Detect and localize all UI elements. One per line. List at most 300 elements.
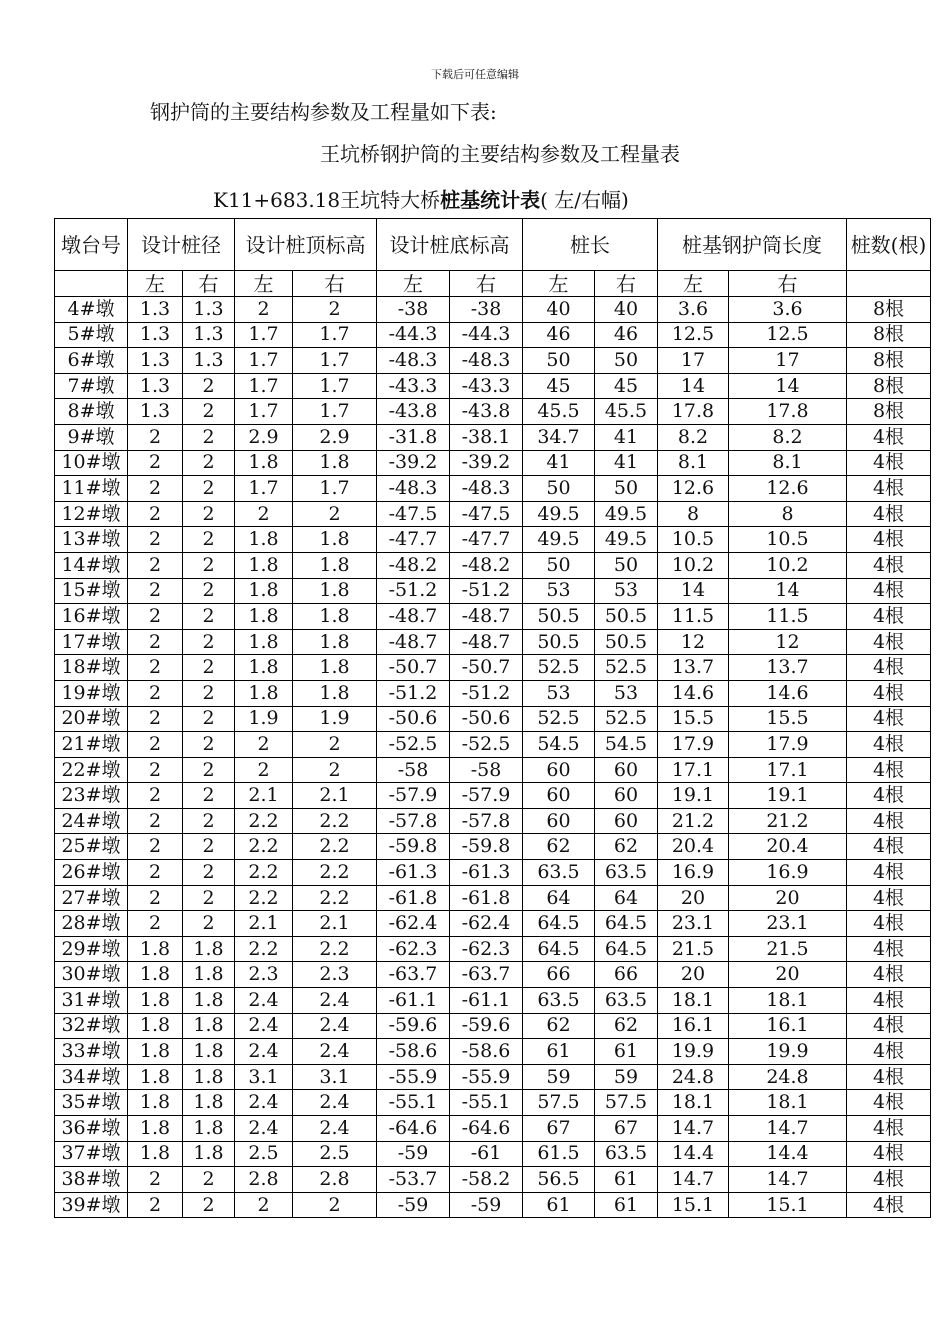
table-cell: 67 xyxy=(523,1116,595,1142)
pier-cell: 14#墩 xyxy=(55,552,128,578)
table-cell: 49.5 xyxy=(595,527,658,553)
table-cell: 2.4 xyxy=(293,1090,377,1116)
table-cell: 12.6 xyxy=(729,476,847,502)
table-cell: 1.3 xyxy=(128,373,183,399)
table-cell: 2 xyxy=(183,373,235,399)
table-cell: -51.2 xyxy=(377,680,450,706)
table-cell: 2.5 xyxy=(235,1141,293,1167)
table-cell: 1.3 xyxy=(128,399,183,425)
table-cell: -58 xyxy=(450,757,523,783)
pier-cell: 9#墩 xyxy=(55,424,128,450)
table-cell: -57.8 xyxy=(450,808,523,834)
table-cell: -50.7 xyxy=(450,655,523,681)
table-row xyxy=(55,1141,931,1167)
table-row xyxy=(55,885,931,911)
table-cell: 2.2 xyxy=(293,860,377,886)
pier-cell: 4#墩 xyxy=(55,297,128,323)
table-cell: 4根 xyxy=(847,501,931,527)
table-cell: 2 xyxy=(183,860,235,886)
table-cell: 15.5 xyxy=(658,706,729,732)
pier-cell: 24#墩 xyxy=(55,808,128,834)
table-cell: 4根 xyxy=(847,962,931,988)
table-cell: -50.6 xyxy=(450,706,523,732)
table-cell: 1.8 xyxy=(128,1090,183,1116)
header-diameter: 设计桩径 xyxy=(128,219,235,271)
table-cell: 53 xyxy=(595,578,658,604)
table-cell: -63.7 xyxy=(377,962,450,988)
pier-cell: 15#墩 xyxy=(55,578,128,604)
intro-text: 钢护筒的主要结构参数及工程量如下表: xyxy=(150,100,497,124)
pier-cell: 6#墩 xyxy=(55,348,128,374)
table-cell: 62 xyxy=(523,834,595,860)
table-cell: 2.4 xyxy=(293,1013,377,1039)
table-cell: 2 xyxy=(183,450,235,476)
table-cell: 2 xyxy=(128,450,183,476)
table-cell: -59 xyxy=(450,1192,523,1218)
table-row xyxy=(55,860,931,886)
table-cell: 4根 xyxy=(847,604,931,630)
table-cell: 24.8 xyxy=(729,1064,847,1090)
table-cell: 1.8 xyxy=(128,1039,183,1065)
pier-cell: 12#墩 xyxy=(55,501,128,527)
table-row xyxy=(55,962,931,988)
table-cell: 61 xyxy=(595,1192,658,1218)
table-cell: -59.6 xyxy=(377,1013,450,1039)
table-cell: 16.9 xyxy=(658,860,729,886)
table-cell: 1.8 xyxy=(183,1090,235,1116)
table-cell: 2.3 xyxy=(235,962,293,988)
table-cell: 52.5 xyxy=(523,706,595,732)
table-cell: 17.1 xyxy=(729,757,847,783)
table-cell: -58.6 xyxy=(450,1039,523,1065)
table-cell: 45 xyxy=(523,373,595,399)
table-title xyxy=(213,184,629,213)
table-cell: 1.9 xyxy=(235,706,293,732)
table-cell: 45.5 xyxy=(595,399,658,425)
table-title-bold: 桩基统计表 xyxy=(440,188,541,212)
table-cell: 2 xyxy=(293,757,377,783)
pier-cell: 29#墩 xyxy=(55,936,128,962)
table-cell: 2 xyxy=(183,911,235,937)
table-cell: -61.8 xyxy=(450,885,523,911)
table-cell: -50.7 xyxy=(377,655,450,681)
subheader-left: 左 xyxy=(235,271,293,297)
table-row xyxy=(55,629,931,655)
pier-cell: 8#墩 xyxy=(55,399,128,425)
table-cell: -47.7 xyxy=(450,527,523,553)
table-cell: 2 xyxy=(235,757,293,783)
table-cell: 1.8 xyxy=(235,578,293,604)
subheader-empty xyxy=(55,271,128,297)
table-cell: 54.5 xyxy=(595,732,658,758)
table-title-prefix: K11+683.18王坑特大桥 xyxy=(213,188,441,212)
table-cell: 4根 xyxy=(847,552,931,578)
table-cell: 2 xyxy=(128,911,183,937)
table-cell: 1.8 xyxy=(183,1116,235,1142)
table-cell: -59.6 xyxy=(450,1013,523,1039)
table-cell: -57.8 xyxy=(377,808,450,834)
table-cell: 4根 xyxy=(847,629,931,655)
table-cell: -38.1 xyxy=(450,424,523,450)
table-cell: 2.1 xyxy=(293,911,377,937)
table-cell: 3.6 xyxy=(729,297,847,323)
table-cell: 1.8 xyxy=(293,527,377,553)
table-cell: 8 xyxy=(729,501,847,527)
table-cell: -62.4 xyxy=(450,911,523,937)
table-cell: 2.4 xyxy=(235,1090,293,1116)
table-cell: -63.7 xyxy=(450,962,523,988)
table-cell: -38 xyxy=(450,297,523,323)
pier-cell: 23#墩 xyxy=(55,783,128,809)
table-cell: 1.8 xyxy=(128,936,183,962)
table-cell: 8根 xyxy=(847,348,931,374)
table-cell: 2 xyxy=(183,655,235,681)
table-cell: -53.7 xyxy=(377,1167,450,1193)
table-cell: 64.5 xyxy=(595,911,658,937)
table-cell: 2 xyxy=(183,424,235,450)
table-cell: -64.6 xyxy=(450,1116,523,1142)
table-cell: 4根 xyxy=(847,1039,931,1065)
subheader-right: 右 xyxy=(595,271,658,297)
table-cell: 10.5 xyxy=(658,527,729,553)
table-cell: 2.2 xyxy=(293,885,377,911)
table-cell: 63.5 xyxy=(595,1141,658,1167)
table-row xyxy=(55,450,931,476)
table-cell: 4根 xyxy=(847,450,931,476)
header-bottom-elevation: 设计桩底标高 xyxy=(377,219,523,271)
table-cell: 20.4 xyxy=(658,834,729,860)
table-cell: -55.1 xyxy=(377,1090,450,1116)
table-cell: 14.6 xyxy=(658,680,729,706)
header-pier: 墩台号 xyxy=(55,219,128,271)
table-row xyxy=(55,424,931,450)
table-row xyxy=(55,297,931,323)
table-cell: 10.5 xyxy=(729,527,847,553)
table-cell: -62.3 xyxy=(450,936,523,962)
table-cell: 62 xyxy=(595,1013,658,1039)
table-cell: 59 xyxy=(595,1064,658,1090)
table-cell: -38 xyxy=(377,297,450,323)
table-cell: 4根 xyxy=(847,808,931,834)
table-cell: 8.1 xyxy=(658,450,729,476)
table-cell: 50.5 xyxy=(595,629,658,655)
table-cell: 2 xyxy=(128,860,183,886)
table-cell: 1.7 xyxy=(293,476,377,502)
table-cell: 61 xyxy=(595,1039,658,1065)
table-cell: -62.4 xyxy=(377,911,450,937)
subheader-left: 左 xyxy=(128,271,183,297)
table-cell: -58.2 xyxy=(450,1167,523,1193)
table-cell: 3.1 xyxy=(235,1064,293,1090)
table-cell: 2 xyxy=(128,629,183,655)
table-cell: 1.3 xyxy=(128,322,183,348)
table-cell: 1.8 xyxy=(183,1039,235,1065)
table-cell: 64.5 xyxy=(595,936,658,962)
table-cell: 60 xyxy=(595,783,658,809)
table-cell: -48.3 xyxy=(450,348,523,374)
table-cell: 14 xyxy=(658,373,729,399)
table-cell: -58 xyxy=(377,757,450,783)
table-cell: 1.7 xyxy=(293,322,377,348)
table-cell: 24.8 xyxy=(658,1064,729,1090)
table-cell: 4根 xyxy=(847,834,931,860)
table-cell: -61.8 xyxy=(377,885,450,911)
table-cell: 2.4 xyxy=(235,988,293,1014)
table-cell: 1.8 xyxy=(235,604,293,630)
table-cell: 15.1 xyxy=(729,1192,847,1218)
table-cell: -48.2 xyxy=(377,552,450,578)
table-cell: -48.7 xyxy=(377,629,450,655)
pier-cell: 13#墩 xyxy=(55,527,128,553)
table-cell: 53 xyxy=(595,680,658,706)
table-row xyxy=(55,578,931,604)
table-cell: 52.5 xyxy=(595,655,658,681)
table-row xyxy=(55,988,931,1014)
table-cell: 1.3 xyxy=(128,348,183,374)
table-cell: 21.5 xyxy=(729,936,847,962)
table-cell: 2 xyxy=(183,757,235,783)
table-row xyxy=(55,680,931,706)
pier-cell: 18#墩 xyxy=(55,655,128,681)
table-cell: 23.1 xyxy=(729,911,847,937)
table-cell: 2 xyxy=(235,732,293,758)
table-cell: 2.2 xyxy=(235,834,293,860)
table-cell: 13.7 xyxy=(658,655,729,681)
table-cell: 2.1 xyxy=(235,783,293,809)
table-cell: 8.2 xyxy=(658,424,729,450)
header-casing-length: 桩基钢护筒长度 xyxy=(658,219,847,271)
table-cell: 2 xyxy=(128,424,183,450)
table-cell: 63.5 xyxy=(523,860,595,886)
table-row xyxy=(55,1064,931,1090)
table-cell: 12 xyxy=(658,629,729,655)
table-cell: 19.1 xyxy=(658,783,729,809)
table-row xyxy=(55,757,931,783)
table-row xyxy=(55,655,931,681)
table-row xyxy=(55,936,931,962)
table-cell: 1.8 xyxy=(183,962,235,988)
table-cell: 2 xyxy=(183,885,235,911)
download-note: 下载后可任意编辑 xyxy=(431,68,519,81)
table-cell: 19.9 xyxy=(658,1039,729,1065)
table-cell: -59 xyxy=(377,1141,450,1167)
table-cell: 34.7 xyxy=(523,424,595,450)
table-cell: 8 xyxy=(658,501,729,527)
table-cell: 8根 xyxy=(847,373,931,399)
table-title-suffix: ( 左/右幅) xyxy=(540,188,629,212)
table-cell: 2 xyxy=(183,834,235,860)
table-cell: 1.8 xyxy=(183,1141,235,1167)
table-cell: 4根 xyxy=(847,1013,931,1039)
table-cell: 1.8 xyxy=(293,450,377,476)
table-cell: 15.5 xyxy=(729,706,847,732)
pier-cell: 25#墩 xyxy=(55,834,128,860)
table-cell: 60 xyxy=(595,808,658,834)
table-cell: 61 xyxy=(523,1192,595,1218)
pier-cell: 32#墩 xyxy=(55,1013,128,1039)
table-cell: -48.7 xyxy=(450,604,523,630)
table-cell: 1.8 xyxy=(293,655,377,681)
pier-cell: 11#墩 xyxy=(55,476,128,502)
table-cell: 1.7 xyxy=(293,348,377,374)
table-cell: 52.5 xyxy=(595,706,658,732)
table-cell: 14.7 xyxy=(658,1116,729,1142)
table-cell: 2.3 xyxy=(293,962,377,988)
table-cell: 46 xyxy=(595,322,658,348)
table-cell: 61 xyxy=(523,1039,595,1065)
table-cell: 46 xyxy=(523,322,595,348)
table-cell: -61.3 xyxy=(377,860,450,886)
table-cell: 2 xyxy=(183,476,235,502)
table-cell: 56.5 xyxy=(523,1167,595,1193)
table-cell: 2 xyxy=(128,578,183,604)
table-cell: 60 xyxy=(523,783,595,809)
table-cell: 1.8 xyxy=(293,680,377,706)
pier-cell: 33#墩 xyxy=(55,1039,128,1065)
table-cell: 17.9 xyxy=(729,732,847,758)
table-cell: -52.5 xyxy=(450,732,523,758)
table-cell: 19.1 xyxy=(729,783,847,809)
table-cell: -48.7 xyxy=(450,629,523,655)
table-cell: 4根 xyxy=(847,680,931,706)
table-cell: 2.4 xyxy=(235,1039,293,1065)
table-cell: 50 xyxy=(595,552,658,578)
table-row xyxy=(55,348,931,374)
table-cell: 14 xyxy=(658,578,729,604)
table-cell: 4根 xyxy=(847,424,931,450)
table-cell: 17.8 xyxy=(658,399,729,425)
table-row xyxy=(55,1039,931,1065)
table-cell: 12.6 xyxy=(658,476,729,502)
table-cell: -61.1 xyxy=(450,988,523,1014)
table-cell: 17.1 xyxy=(658,757,729,783)
table-cell: 4根 xyxy=(847,1192,931,1218)
table-cell: 4根 xyxy=(847,936,931,962)
table-cell: -52.5 xyxy=(377,732,450,758)
table-cell: 2 xyxy=(183,783,235,809)
table-cell: 2.1 xyxy=(235,911,293,937)
table-body xyxy=(55,297,931,1218)
table-row xyxy=(55,732,931,758)
table-cell: 14.7 xyxy=(729,1167,847,1193)
table-cell: 2.4 xyxy=(293,1116,377,1142)
table-cell: 64.5 xyxy=(523,911,595,937)
table-cell: 23.1 xyxy=(658,911,729,937)
subheader-empty xyxy=(847,271,931,297)
table-cell: 2.1 xyxy=(293,783,377,809)
table-cell: 2.8 xyxy=(293,1167,377,1193)
table-cell: -61.1 xyxy=(377,988,450,1014)
table-cell: 14 xyxy=(729,578,847,604)
table-cell: -47.5 xyxy=(450,501,523,527)
table-cell: 2 xyxy=(183,578,235,604)
table-cell: 2 xyxy=(183,1167,235,1193)
table-cell: 20 xyxy=(729,885,847,911)
table-cell: 60 xyxy=(523,757,595,783)
table-cell: 2.2 xyxy=(235,808,293,834)
table-cell: 50.5 xyxy=(523,629,595,655)
table-cell: 21.2 xyxy=(729,808,847,834)
table-cell: 4根 xyxy=(847,783,931,809)
table-cell: 2.8 xyxy=(235,1167,293,1193)
table-cell: 66 xyxy=(595,962,658,988)
table-cell: 1.7 xyxy=(235,348,293,374)
table-cell: -55.9 xyxy=(377,1064,450,1090)
table-cell: 4根 xyxy=(847,527,931,553)
pier-cell: 22#墩 xyxy=(55,757,128,783)
table-cell: 10.2 xyxy=(729,552,847,578)
table-cell: 61.5 xyxy=(523,1141,595,1167)
table-row xyxy=(55,1167,931,1193)
table-cell: 1.8 xyxy=(235,629,293,655)
pier-cell: 21#墩 xyxy=(55,732,128,758)
table-cell: 64 xyxy=(595,885,658,911)
table-cell: -55.1 xyxy=(450,1090,523,1116)
table-cell: -48.3 xyxy=(450,476,523,502)
table-cell: 1.8 xyxy=(235,680,293,706)
table-cell: 18.1 xyxy=(729,1090,847,1116)
table-cell: -59 xyxy=(377,1192,450,1218)
table-cell: 2 xyxy=(128,680,183,706)
subheader-left: 左 xyxy=(523,271,595,297)
table-cell: 4根 xyxy=(847,988,931,1014)
pier-cell: 20#墩 xyxy=(55,706,128,732)
table-cell: 1.8 xyxy=(128,962,183,988)
pier-cell: 27#墩 xyxy=(55,885,128,911)
pier-cell: 16#墩 xyxy=(55,604,128,630)
table-cell: 8.1 xyxy=(729,450,847,476)
table-cell: 64 xyxy=(523,885,595,911)
table-cell: 14.4 xyxy=(658,1141,729,1167)
table-cell: 4根 xyxy=(847,476,931,502)
table-cell: 1.8 xyxy=(235,655,293,681)
table-cell: 2 xyxy=(293,1192,377,1218)
table-cell: 54.5 xyxy=(523,732,595,758)
table-cell: 18.1 xyxy=(658,1090,729,1116)
table-cell: 2 xyxy=(183,604,235,630)
table-row xyxy=(55,604,931,630)
table-cell: 13.7 xyxy=(729,655,847,681)
table-row xyxy=(55,527,931,553)
table-cell: -51.2 xyxy=(450,578,523,604)
table-cell: 60 xyxy=(595,757,658,783)
table-cell: 50 xyxy=(523,552,595,578)
table-row xyxy=(55,399,931,425)
pier-cell: 35#墩 xyxy=(55,1090,128,1116)
table-cell: 20.4 xyxy=(729,834,847,860)
table-cell: -47.5 xyxy=(377,501,450,527)
table-cell: 10.2 xyxy=(658,552,729,578)
table-row xyxy=(55,834,931,860)
table-cell: 2 xyxy=(128,527,183,553)
table-cell: 14.7 xyxy=(729,1116,847,1142)
table-cell: 2.2 xyxy=(235,885,293,911)
table-cell: 41 xyxy=(595,424,658,450)
pier-cell: 10#墩 xyxy=(55,450,128,476)
pier-cell: 30#墩 xyxy=(55,962,128,988)
pier-cell: 7#墩 xyxy=(55,373,128,399)
table-cell: 2 xyxy=(183,732,235,758)
table-cell: 2 xyxy=(183,501,235,527)
pier-cell: 26#墩 xyxy=(55,860,128,886)
table-cell: -48.7 xyxy=(377,604,450,630)
table-cell: 2 xyxy=(183,552,235,578)
table-cell: 63.5 xyxy=(595,988,658,1014)
table-cell: 1.8 xyxy=(293,604,377,630)
table-cell: 63.5 xyxy=(595,860,658,886)
table-cell: 2.2 xyxy=(293,936,377,962)
table-cell: 1.8 xyxy=(183,1064,235,1090)
